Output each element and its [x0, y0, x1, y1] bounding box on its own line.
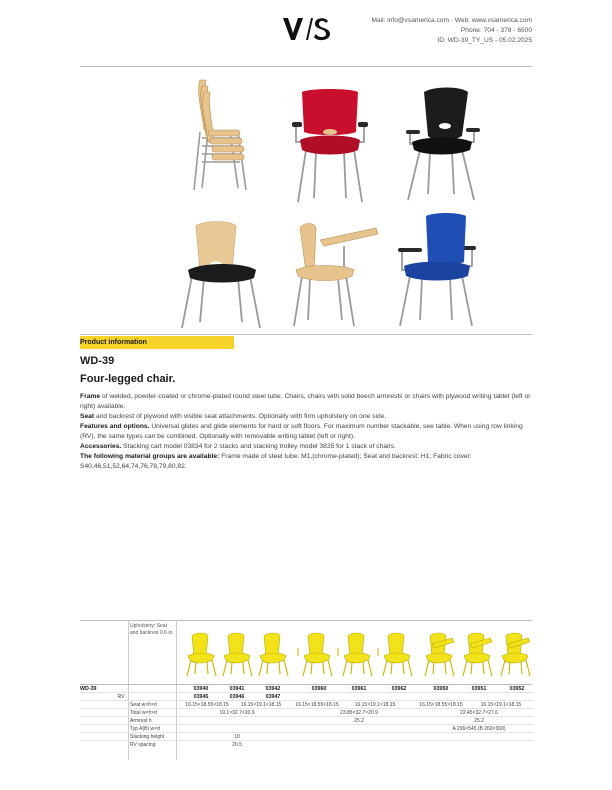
- code-03941: 03941: [229, 686, 245, 692]
- seat-dimensions-row: Seat w×h×d 16.15×18.55×18.15 16.15×19.1×18.15 16.15×18.55×18.15 16.15×19.1×18.15 16.15×18.55×18.15 16.15×19.1×18.15: [80, 700, 532, 708]
- red-armchair-photo: [280, 86, 380, 206]
- beech-chair-photo: [170, 210, 270, 330]
- black-armchair-photo: [390, 86, 490, 206]
- codes-row: [80, 684, 532, 692]
- contact-phone: Phone: 704 - 378 - 6500: [460, 27, 532, 34]
- code-03950: 03950: [433, 686, 449, 692]
- blue-armchair-photo: [386, 210, 486, 330]
- rv-spacing-row: RV spacing 20.5: [80, 740, 532, 748]
- stacked-chairs-photo: [168, 72, 268, 192]
- thumb-03960: [303, 633, 332, 676]
- accessories-paragraph: Accessories. Stacking cart model 03834 for 2 stacks and stacking trolley model 3835 for 1 stack of chairs.: [80, 443, 396, 450]
- seat-paragraph: Seat and backrest of plywood with visible seat attachments. Optionally with firm upholstery on one side.: [80, 413, 387, 420]
- armrest-height-row: Armrest h 25.2 25.2: [80, 716, 532, 724]
- spec-model: WD-39: [80, 686, 97, 692]
- product-description: [80, 392, 532, 472]
- code-03952: 03952: [509, 686, 525, 692]
- contact-mail-web: Mail: info@vsamerica.com · Web: www.vsamerica.com: [371, 17, 532, 24]
- section-badge: Product information: [80, 336, 234, 349]
- frame-paragraph: Frame of welded, powder-coated or chrome-plated round steel tube. Chairs, chairs with solid beech armrests or chairs with plywood writing tablet (left or right) available.: [80, 393, 531, 410]
- features-paragraph: Features and options. Universal glides and glide elements for hard or soft floors. For maximum number stackable, see table. When using row linking (RV), the same types can be combined. Optionally with removable writing tablet (left or right).: [80, 423, 523, 440]
- code-03942: 03942: [265, 686, 281, 692]
- chair-thumbnails: [176, 630, 532, 678]
- mid-divider: [80, 334, 532, 335]
- thumb-03942: [259, 633, 288, 676]
- rv-label: RV: [117, 694, 125, 700]
- thumb-03940: [187, 633, 216, 676]
- code-03940: 03940: [193, 686, 209, 692]
- spec-table: [80, 620, 532, 760]
- tablet-chair-photo: [280, 210, 380, 330]
- thumb-03961: [343, 633, 372, 676]
- thumb-03941: [223, 633, 252, 676]
- product-subtitle: Four-legged chair.: [80, 373, 176, 385]
- materials-paragraph: The following material groups are available: Frame made of steel tube: M1,(chrome-plated); Seat and backrest: H1; Fabric cover: S40,46,51,52,64,74,76,78,79,80,82.: [80, 453, 472, 470]
- code-03962: 03962: [391, 686, 407, 692]
- code-03947: 03947: [265, 694, 281, 700]
- code-03960: 03960: [311, 686, 327, 692]
- top-divider: [80, 66, 532, 67]
- vs-logo: [281, 14, 331, 44]
- contact-info: [372, 16, 532, 46]
- stacking-height-row: Stacking height 10: [80, 732, 532, 740]
- upholstery-label: Upholstery: Seat and backrest 0.6 in.: [130, 623, 174, 636]
- document-id: ID: WD-39_TY_US - 05.02.2025: [437, 37, 532, 44]
- code-03951: 03951: [471, 686, 487, 692]
- code-03945: 03945: [193, 694, 209, 700]
- code-03961: 03961: [351, 686, 367, 692]
- rv-row: [80, 692, 532, 700]
- total-dimensions-row: Total w×h×d 19.1×32.7×20.9 23.85×32.7×20.9 22.45×32.7×27.6: [80, 708, 532, 716]
- code-03946: 03946: [229, 694, 245, 700]
- model-title: WD-39: [80, 355, 115, 367]
- product-photos: [160, 70, 480, 330]
- tablet-type-row: Typ A(B) w×d A 236×545 (B 260×360): [80, 724, 532, 732]
- thumb-03962: [383, 633, 412, 676]
